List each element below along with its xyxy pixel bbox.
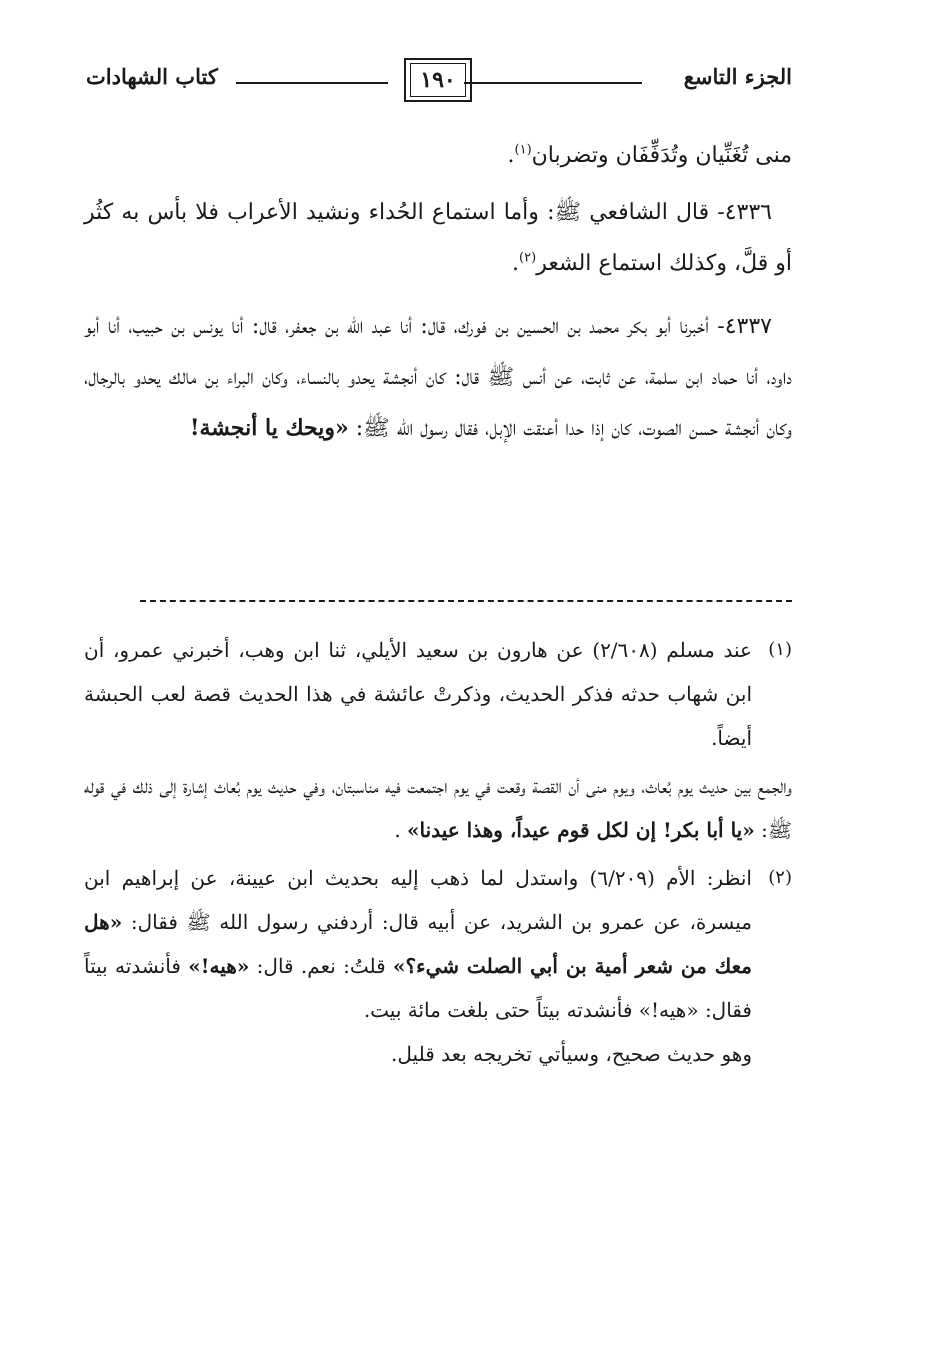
paragraph-end: .: [512, 251, 520, 276]
footnote-text: عند مسلم (٢/٦٠٨) عن هارون بن سعيد الأيلي، ثنا ابن وهب، أخبرني عمرو، أن ابن شهاب حدثه فذكر الحديث، وذكرتْ عائشة في هذا الحديث قصة لعب الحبشة أيضاً.: [84, 638, 752, 750]
paragraph-end: .: [507, 143, 515, 168]
header-rule-right: [464, 82, 642, 84]
page-header: [86, 58, 792, 102]
footnote-1: [84, 628, 792, 760]
paragraph-continuation: [84, 130, 792, 181]
footnotes: [84, 628, 792, 1080]
paragraph-text: ٤٣٣٧- أخبرنا أبو بكر محمد بن الحسين بن فورك، قال: أنا عبد الله بن جعفر، قال: أنا يونس بن حبيب، أنا أبو داود، أنا حماد ابن سلمة، عن ثابت، عن أنس ﷺ قال: كان أنجشة يحدو بالنساء، وكان البراء بن مالك يحدو بالرجال، وكان أنجشة حسن الصوت، كان إذا حدا أعنقت الإبل، فقال رسول الله ﷺ:: [84, 314, 792, 441]
volume-title: الجزء التاسع: [683, 64, 792, 89]
header-rule-left: [236, 82, 388, 84]
hadith-quote: «هيه!»: [188, 954, 250, 978]
footnote-text-part: قلتُ: نعم. قال:: [249, 954, 394, 978]
footnote-text: وهو حديث صحيح، وسيأتي تخريجه بعد قليل.: [391, 1042, 752, 1066]
footnote-1-continued: [84, 764, 792, 852]
footnote-text-part: فأنشدته بيتاً فقال: «هيه!» فأنشدته بيتاً حتى بلغت مائة بيت.: [84, 954, 752, 1022]
footnote-ref-2: (٢): [519, 250, 537, 266]
footnote-mark: (٢): [768, 867, 792, 888]
footnote-ref-1: (١): [514, 142, 532, 158]
footnote-text: [84, 764, 792, 852]
footnote-text-end: .: [394, 818, 408, 842]
main-text: [84, 130, 792, 466]
footnote-mark: (١): [768, 639, 792, 660]
paragraph-4337: [84, 301, 792, 454]
footnote-text-part: انظر: الأم (٦/٢٠٩) واستدل لما ذهب إليه بحديث ابن عيينة، عن إبراهيم ابن ميسرة، عن عمرو بن الشريد، عن أبيه قال: أردفني رسول الله ﷺ فقال:: [84, 866, 752, 934]
hadith-quote: «هل معك من شعر أمية بن أبي الصلت شيء؟»: [84, 910, 753, 978]
hadith-quote: «يا أبا بكر! إن لكل قوم عيداً، وهذا عيدنا»: [407, 818, 755, 842]
page-number: ١٩٠: [420, 67, 456, 93]
footnote-2: [84, 856, 792, 1076]
footnote-text-part: والجمع بين حديث يوم بُعاث، ويوم منى أن القصة وقعت في يوم اجتمعت فيه مناسبتان، وفي حديث يوم بُعاث إشارة إلى ذلك في قوله ﷺ:: [84, 774, 792, 842]
paragraph-text: ٤٣٣٦- قال الشافعي ﷺ: وأما استماع الحُداء ونشيد الأعراب فلا بأس به كثُر أو قلَّ، وكذلك استماع الشعر: [84, 200, 792, 276]
book-title: كتاب الشهادات: [86, 64, 218, 89]
footnote-text: [84, 856, 752, 1032]
hadith-quote: «ويحك يا أنجشة!: [189, 415, 349, 441]
paragraph-4336: [84, 187, 792, 289]
footnote-divider: [140, 600, 792, 602]
page-number-box: [404, 58, 472, 102]
paragraph-text: منى تُغَنِّيان وتُدَفِّفَان وتضربان: [531, 143, 792, 168]
